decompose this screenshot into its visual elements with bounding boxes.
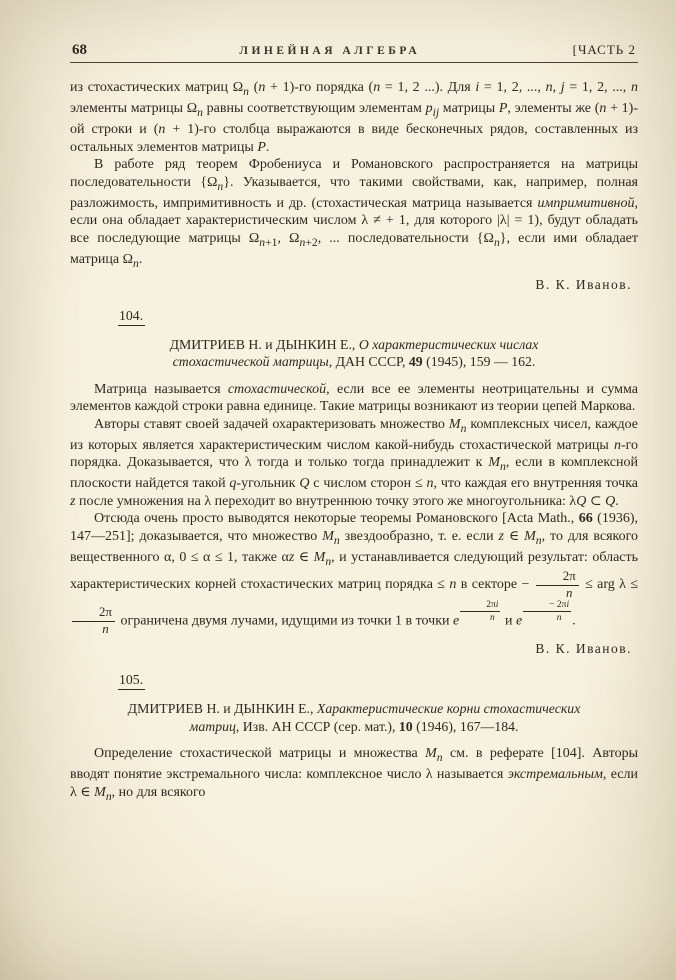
entry-number: 105. — [118, 672, 145, 690]
page-header — [70, 42, 638, 63]
paragraph-continuation: из стохастических матриц $\Omega_n$ (n + 1)-го порядка (n = 1, 2 ...). Для i = 1, 2, ..., n, j = 1, 2, ..., n элементы матрицы $\Omega_n$ равны соответствующим элементам $p_{ij}$ матрицы P, элементы же (n + 1)-ой строки и (n + 1)-го столбца выражаются в виде бесконечных рядов, составленных из остальных элементов матрицы P. — [70, 80, 639, 155]
reviewer-signature: В. К. Иванов. — [535, 641, 632, 657]
paragraph: Отсюда очень просто выводятся некоторые теоремы Романовского [Acta Math., 66 (1936), 147—251]; доказывается, что множество $M_n$ звездообразно, т. е. если z ∈ $M_n$, то для всякого вещественного α, 0 ≤ α ≤ 1, также αz ∈ $M_n$, и устанавливается следующий результат: область характеристических корней стохастических матриц порядка ≤ n в секторе − $\frac{2\pi}{n}$ ≤ arg λ ≤ $\frac{2\pi}{n}$ ограничена двумя лучами, идущими из точки 1 в точки e $\frac{2\pi i}{n}$ и e $\frac{- 2\pi i}{n}$ . — [70, 511, 639, 636]
part-label: [ЧАСТЬ 2 — [572, 42, 636, 57]
paragraph: В работе ряд теорем Фробениуса и Романовского распространяется на матрицы последовательности $\{\Omega_n\}$. Указывается, что такими свойствами, как, например, полная разложимость, импримитивность и др. (стохастическая матрица называется импримитивной, если она обладает характеристическим числом λ ≠ + 1, для которого |λ| = 1), будут обладать все последующие матрицы $\Omega_{n+1}$, $\Omega_{n+2}$, ... последовательности $\{\Omega_n\}$, если ими обладает матрица $\Omega_n$. — [70, 157, 638, 270]
entry-105 — [70, 671, 638, 805]
paragraph: Авторы ставят своей задачей охарактеризовать множество $M_n$ комплексных чисел, каждое из которых является характеристическим числом какой-нибудь стохастической матрицы n-го порядка. Доказывается, что λ тогда и только тогда принадлежит к $M_n$, если в комплексной плоскости найдется такой q-угольник Q с числом сторон ≤ n, что каждая его внутренняя точка z после умножения на λ переходит во внутреннюю точку этого же многоугольника: λQ ⊂ Q. — [70, 416, 639, 509]
page-content — [70, 42, 638, 805]
entry-heading: ДМИТРИЕВ Н. и ДЫНКИН Е., Характеристические корни стохастических матриц, Изв. АН СССР (сер. мат.), 10 (1946), 167—184. — [127, 701, 581, 734]
entry-number-row — [118, 671, 638, 690]
entry-104 — [70, 307, 638, 657]
entry-number: 104. — [118, 308, 145, 326]
running-title: ЛИНЕЙНАЯ АЛГЕБРА — [239, 45, 421, 57]
reviewer-signature: В. К. Иванов. — [535, 277, 632, 293]
page-number: 68 — [72, 42, 87, 58]
paragraph: Матрица называется стохастической, если все ее элементы неотрицательны и сумма элементов каждой строки равна единице. Такие матрицы возникают из теории цепей Маркова. — [70, 381, 638, 415]
entry-heading: ДМИТРИЕВ Н. и ДЫНКИН Е., О характеристических числах стохастической матрицы, ДАН СССР, 49 (1945), 159 — 162. — [169, 337, 539, 370]
paragraph: Определение стохастической матрицы и множества $M_n$ см. в реферате [104]. Авторы вводят понятие экстремального числа: комплексное число λ называется экстремальным, если λ ∈ $M_n$, но для всякого — [70, 746, 638, 803]
entry-number-row — [118, 307, 638, 326]
